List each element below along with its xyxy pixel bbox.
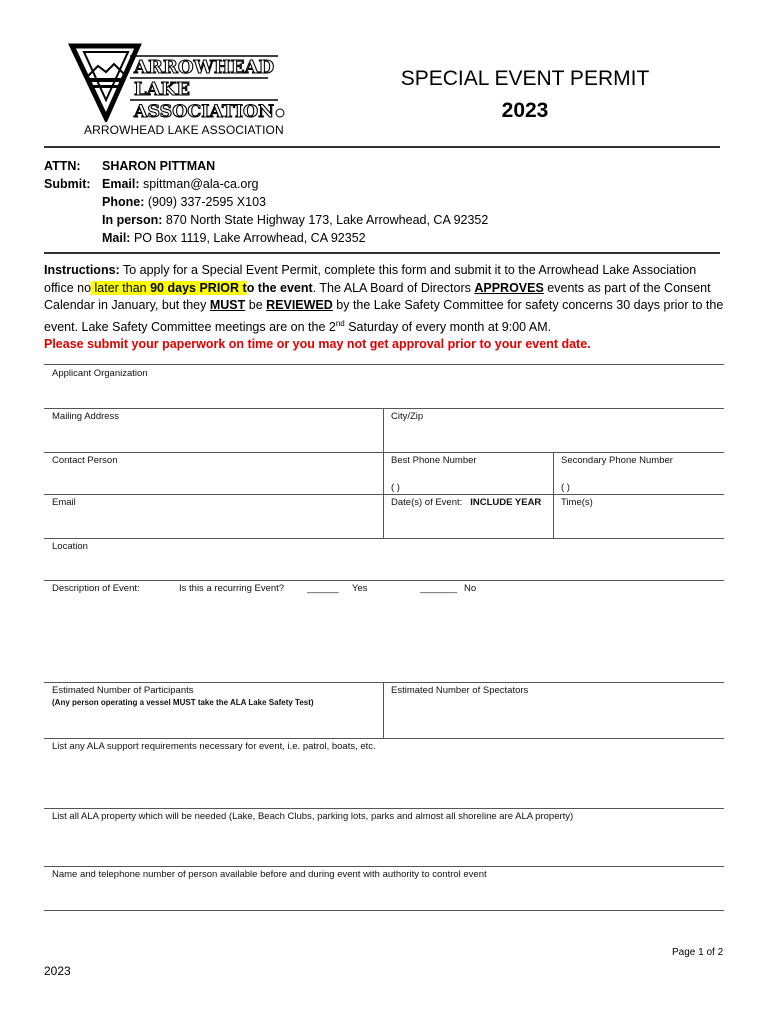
document-title: SPECIAL EVENT PERMIT bbox=[400, 67, 650, 90]
inperson-value: 870 North State Highway 173, Lake Arrowhead, CA 92352 bbox=[162, 213, 489, 227]
instructions-label: Instructions: bbox=[44, 263, 120, 277]
emphasis-reviewed: REVIEWED bbox=[266, 298, 333, 312]
instructions-text: by the Lake Safety Committee for safety concerns 30 days prior to the event. Lake Safety Committee meetings are on the 2 bbox=[44, 298, 724, 334]
participants-field[interactable]: Estimated Number of Participants bbox=[52, 685, 194, 696]
instructions-text: be bbox=[245, 298, 267, 312]
document-year: 2023 bbox=[501, 99, 549, 122]
permit-form bbox=[44, 364, 724, 912]
spectators-field[interactable]: Estimated Number of Spectators bbox=[391, 685, 529, 696]
deadline-warning: Please submit your paperwork on time or you may not get approval prior to your event date. bbox=[44, 337, 591, 352]
mailing-address-field[interactable]: Mailing Address bbox=[52, 411, 120, 422]
applicant-org-field[interactable]: Applicant Organization bbox=[52, 368, 148, 379]
attn-label: ATTN: bbox=[44, 159, 81, 173]
contact-divider bbox=[44, 252, 720, 254]
include-year-note: INCLUDE YEAR bbox=[470, 497, 542, 508]
authority-contact-field[interactable]: Name and telephone number of person available before and during event with authority to control event bbox=[52, 869, 487, 880]
logo-text-lake: LAKE bbox=[134, 79, 190, 100]
phone-value: (909) 337-2595 X103 bbox=[144, 195, 266, 209]
instructions-paragraph bbox=[44, 262, 724, 354]
event-dates-field[interactable] bbox=[391, 497, 541, 508]
instructions-text: the event bbox=[254, 280, 313, 295]
best-phone-field[interactable]: Best Phone Number bbox=[391, 455, 477, 466]
contact-person-field[interactable]: Contact Person bbox=[52, 455, 118, 466]
instructions-text: Saturday of every month at 9:00 AM. bbox=[344, 319, 552, 334]
email-label: Email: bbox=[102, 177, 140, 191]
logo-text-arrowhead: ARROWHEAD bbox=[134, 57, 275, 78]
email-value[interactable]: spittman@ala-ca.org bbox=[139, 177, 259, 191]
ala-property-field[interactable]: List all ALA property which will be needed (Lake, Beach Clubs, parking lots, parks and almost all shoreline are ALA property) bbox=[52, 811, 574, 822]
recurring-no-label: No bbox=[464, 583, 477, 594]
secondary-phone-field[interactable]: Secondary Phone Number bbox=[561, 455, 673, 466]
location-field[interactable]: Location bbox=[52, 541, 88, 552]
ordinal-suffix: nd bbox=[335, 318, 345, 328]
inperson-label: In person: bbox=[102, 213, 163, 227]
highlight-90-days: 90 days PRIOR t bbox=[150, 280, 247, 295]
phone-label: Phone: bbox=[102, 195, 145, 209]
footer-year: 2023 bbox=[44, 964, 71, 978]
logo-caption: ARROWHEAD LAKE ASSOCIATION bbox=[84, 123, 284, 137]
support-requirements-field[interactable]: List any ALA support requirements necessary for event, i.e. patrol, boats, etc. bbox=[52, 741, 376, 752]
emphasis-must: MUST bbox=[209, 298, 246, 312]
instructions-text: . The ALA Board of Directors bbox=[312, 280, 475, 295]
submit-label: Submit: bbox=[44, 177, 91, 191]
mail-value: PO Box 1119, Lake Arrowhead, CA 92352 bbox=[130, 231, 366, 245]
page-number: Page 1 of 2 bbox=[672, 947, 724, 958]
instructions-text: To apply for a Special Event Permit, complete this form and submit it to the Arrowhead Lake Association office no bbox=[44, 263, 697, 295]
instructions-text: o bbox=[246, 280, 255, 295]
attn-name: SHARON PITTMAN bbox=[102, 159, 216, 173]
city-zip-field[interactable]: City/Zip bbox=[391, 411, 424, 422]
mail-label: Mail: bbox=[102, 231, 131, 245]
recurring-yes-label: Yes bbox=[352, 583, 368, 594]
recurring-yes-blank[interactable]: ______ bbox=[307, 583, 339, 594]
participants-safety-note: (Any person operating a vessel MUST take the ALA Lake Safety Test) bbox=[52, 698, 314, 707]
recurring-no-blank[interactable]: _______ bbox=[420, 583, 457, 594]
contact-block bbox=[44, 157, 488, 247]
header-divider bbox=[44, 146, 720, 148]
email-field[interactable]: Email bbox=[52, 497, 76, 508]
instructions-text: events as part of the Consent Calendar in January, but they bbox=[44, 280, 711, 312]
recurring-question: Is this a recurring Event? bbox=[179, 583, 285, 594]
description-field[interactable]: Description of Event: bbox=[52, 583, 140, 594]
secondary-phone-parens: ( ) bbox=[561, 482, 570, 493]
highlight-later-than: later than bbox=[91, 280, 151, 295]
times-field[interactable]: Time(s) bbox=[561, 497, 593, 508]
emphasis-approves: APPROVES bbox=[474, 280, 544, 295]
logo-text-association: ASSOCIATION bbox=[132, 102, 274, 122]
event-dates-label: Date(s) of Event: bbox=[391, 497, 463, 508]
best-phone-parens: ( ) bbox=[391, 482, 400, 493]
association-logo bbox=[68, 42, 286, 122]
